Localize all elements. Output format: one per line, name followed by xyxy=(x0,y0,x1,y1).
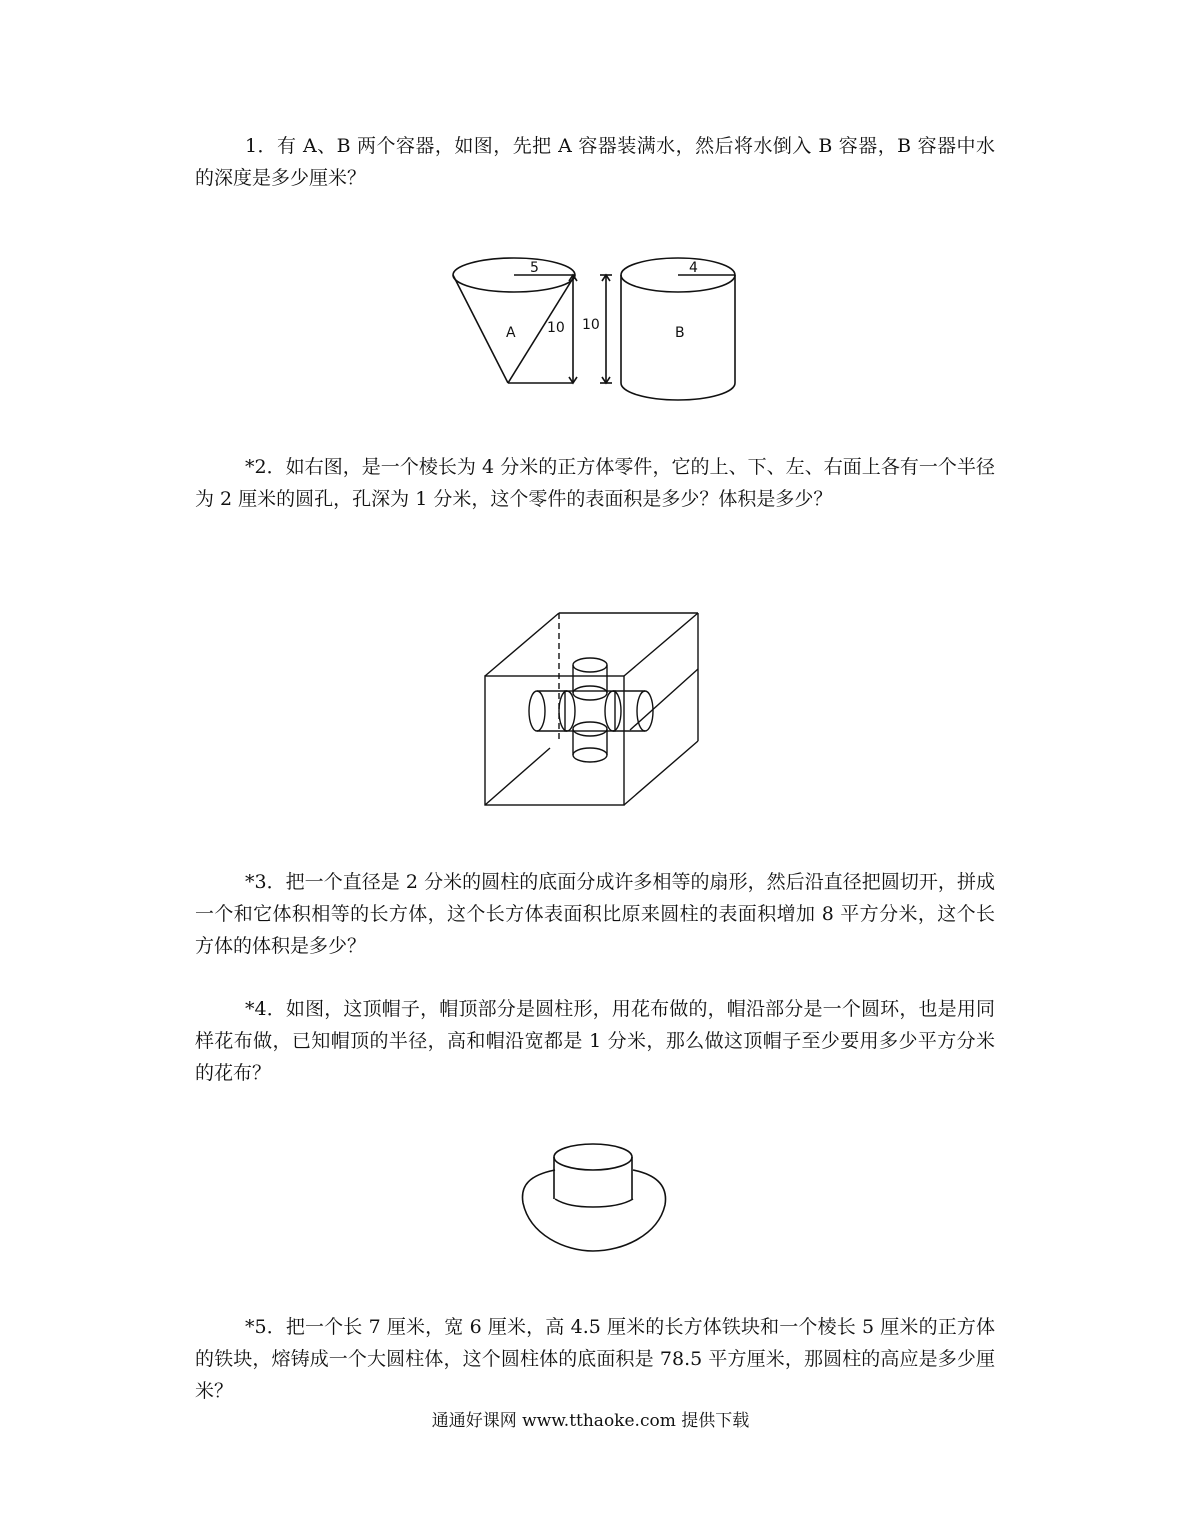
cube-with-holes-figure xyxy=(470,605,710,810)
horizontal-hole xyxy=(529,691,653,731)
hat-figure xyxy=(515,1135,675,1260)
footer-credit: 通通好课网 www.tthaoke.com 提供下载 xyxy=(431,1411,750,1431)
cone-label: A xyxy=(506,325,516,341)
cylinder-height-label: 10 xyxy=(582,317,600,333)
problem-2: *2．如右图，是一个棱长为 4 分米的正方体零件，它的上、下、左、右面上各有一个半径为 2 厘米的圆孔，孔深为 1 分米，这个零件的表面积是多少？体积是多少？ xyxy=(195,456,995,510)
containers-figure xyxy=(445,245,745,405)
vertical-hole xyxy=(573,658,607,762)
cylinder-b xyxy=(600,258,735,400)
cone-height-label: 10 xyxy=(547,320,565,336)
problem-5: *5．把一个长 7 厘米，宽 6 厘米，高 4.5 厘米的长方体铁块和一个棱长 5 厘米的正方体的铁块，熔铸成一个大圆柱体，这个圆柱体的底面积是 78.5 平方厘米，那圆柱的高应是多少厘米？ xyxy=(195,1316,995,1402)
hat-crown-top xyxy=(554,1144,632,1170)
cube-front-face xyxy=(485,676,624,805)
problem-1: 1．有 A、B 两个容器，如图，先把 A 容器装满水，然后将水倒入 B 容器，B 容器中水的深度是多少厘米？ xyxy=(195,135,995,189)
problem-4: *4．如图，这顶帽子，帽顶部分是圆柱形，用花布做的，帽沿部分是一个圆环，也是用同样花布做，已知帽顶的半径，高和帽沿宽都是 1 分米，那么做这顶帽子至少要用多少平方分米的花布？ xyxy=(195,998,995,1084)
cylinder-radius-label: 4 xyxy=(689,260,698,276)
problem-3: *3．把一个直径是 2 分米的圆柱的底面分成许多相等的扇形，然后沿直径把圆切开，拼成一个和它体积相等的长方体，这个长方体表面积比原来圆柱的表面积增加 8 平方分米，这个长方体的体积是多少？ xyxy=(195,871,995,957)
hat-brim xyxy=(522,1170,665,1251)
cone-radius-label: 5 xyxy=(530,260,539,276)
cylinder-label: B xyxy=(675,325,685,341)
